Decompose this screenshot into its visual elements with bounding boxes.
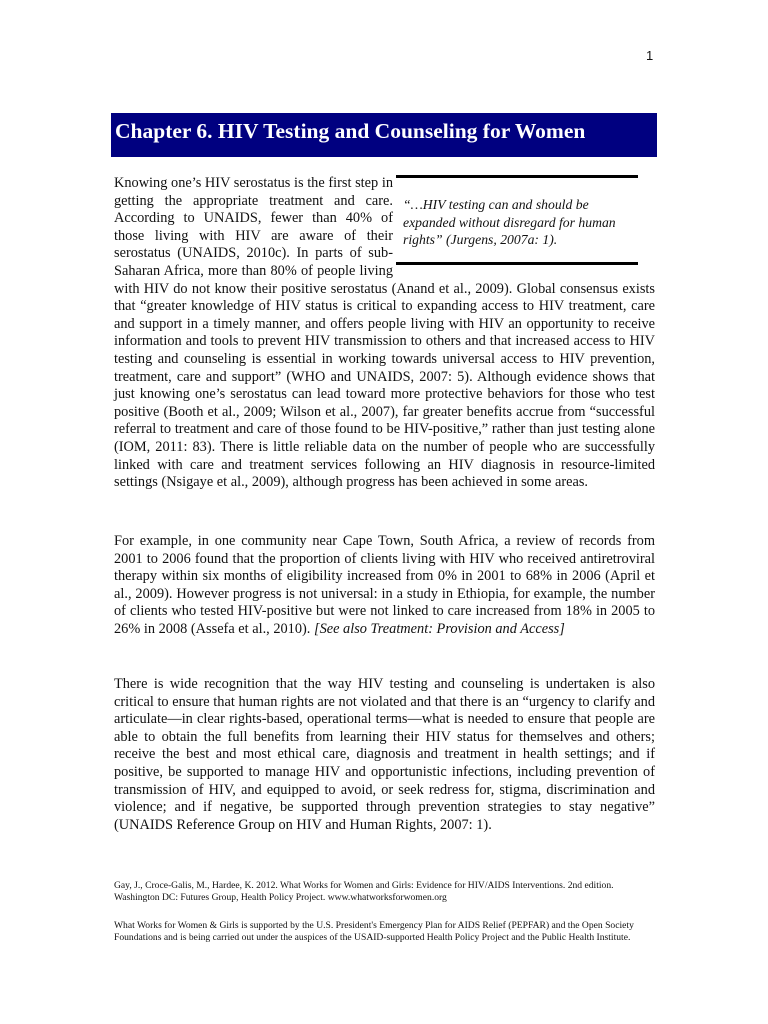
support-footnote: What Works for Women & Girls is supported by the U.S. President's Emergency Plan for AIDS Relief (PEPFAR) and the Open Society Foundations and is being carried out under the auspices of the USAID-supported Health Policy Project and the Public Health Institute. — [114, 920, 634, 943]
paragraph-2-text: For example, in one community near Cape Town, South Africa, a review of records from 2001 to 2006 found that the proportion of clients living with HIV who received antiretroviral therapy within six months of eligibility increased from 0% in 2001 to 68% in 2006 (April et al., 2009). However progress is not universal: in a study in Ethiopia, for example, the number of clients who tested HIV-positive but were not linked to care increased from 18% in 2005 to 26% in 2008 (Assefa et al., 2010). — [114, 533, 655, 637]
page-number: 1 — [646, 48, 654, 63]
paragraph-1-text: Knowing one’s HIV serostatus is the first step in getting the appropriate treatment and care. According to UNAIDS, fewer than 40% of those living with HIV are aware of their serostatus (UNAIDS, 2010c). In parts of sub-Saharan Africa, more than 80% of people living with HIV do not know their positive serostatus (Anand et al., 2009). Global consensus exists that “greater knowledge of HIV status is critical to expanding access to HIV treatment, care and support in a timely manner, and offers people living with HIV an opportunity to receive information and tools to prevent HIV transmission to others and that increased access to HIV testing and counseling is essential in working towards universal access to HIV prevention, treatment, care and support” (WHO and UNAIDS, 2007: 5). Although evidence shows that just knowing one’s serostatus can lead toward more protective behaviors for those who test positive (Booth et al., 2009; Wilson et al., 2007), far greater benefits accrue from “successful referral to treatment and care of those found to be HIV-positive,” rather than just testing alone (IOM, 2011: 83). There is little reliable data on the number of people who are successfully linked with care and treatment services following an HIV diagnosis in resource-limited settings (Nsigaye et al., 2009), although progress has been achieved in some areas. — [114, 175, 655, 491]
paragraph-2 — [114, 533, 655, 639]
cross-reference-link: [See also Treatment: Provision and Access] — [313, 620, 565, 637]
chapter-banner — [111, 113, 657, 157]
pull-quote-spacer — [393, 175, 655, 279]
paragraph-3-text: There is wide recognition that the way HIV testing and counseling is undertaken is also critical to ensure that human rights are not violated and that there is an “urgency to clarify and articulate—in clear rights-based, operational terms—what is needed to ensure that people are able to obtain the full benefits from learning their HIV status for themselves and others; receive the best and most ethical care, diagnosis and treatment in health settings; and if positive, be supported to manage HIV and opportunistic infections, including prevention of transmission of HIV, and equipped to avoid, or seek redress for, stigma, discrimination and violence; and if negative, be supported through prevention strategies to stay negative” (UNAIDS Reference Group on HIV and Human Rights, 2007: 1). — [114, 676, 655, 833]
paragraph-1 — [114, 175, 655, 492]
pull-quote-text: “…HIV testing can and should be expanded without disregard for human rights” (Jurgens, 2007a: 1). — [403, 197, 616, 247]
chapter-title: Chapter 6. HIV Testing and Counseling for Women — [115, 119, 586, 143]
paragraph-3 — [114, 676, 655, 834]
citation-footnote: Gay, J., Croce-Galis, M., Hardee, K. 2012. What Works for Women and Girls: Evidence for HIV/AIDS Interventions. 2nd edition. Washington DC: Futures Group, Health Policy Project. www.whatworksforwomen.org — [114, 880, 614, 903]
